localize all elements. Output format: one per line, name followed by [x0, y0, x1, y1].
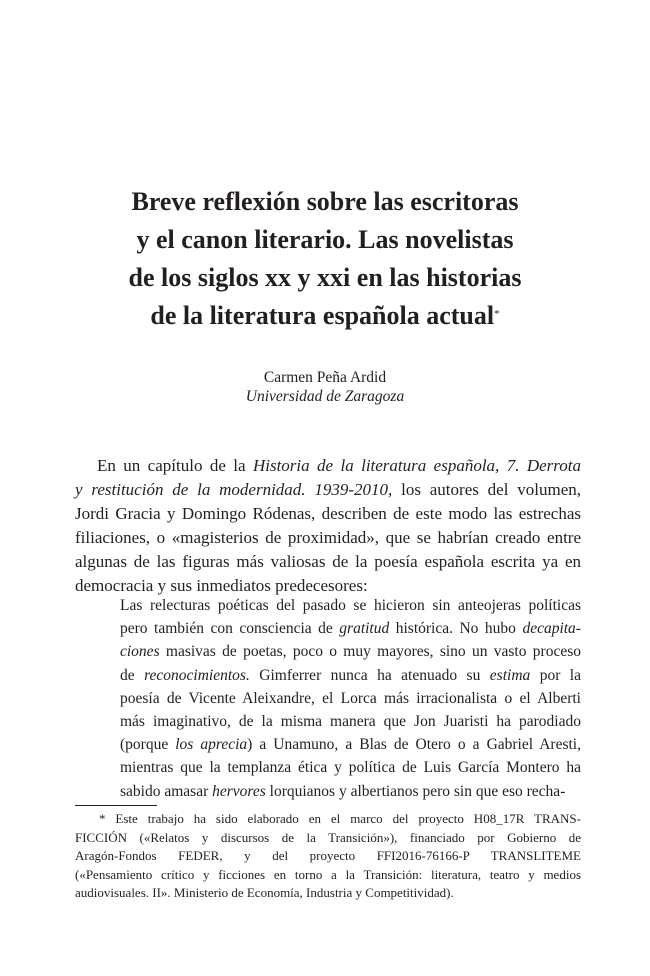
text-segment: más imaginativo, de la misma manera que Jon Juaristi ha parodiado — [120, 713, 581, 731]
title-line: Breve reflexión sobre las escritoras — [131, 187, 519, 216]
italic-text: los aprecia — [175, 736, 248, 754]
text-line — [120, 617, 581, 640]
block-quote — [120, 594, 581, 803]
footnote-divider — [75, 805, 157, 806]
text-segment: de — [120, 666, 145, 684]
article-title — [60, 183, 590, 335]
text-segment: mientras que la templanza ética y política de Luis García Montero ha — [120, 759, 581, 777]
author-name: Carmen Peña Ardid — [263, 369, 387, 386]
text-line — [75, 454, 581, 478]
text-line — [120, 687, 581, 710]
text-line — [120, 756, 581, 779]
text-segment: (porque — [120, 736, 176, 754]
text-line — [75, 502, 581, 526]
title-line: de los siglos xx y xxi en las historias — [128, 263, 522, 292]
text-line — [120, 710, 581, 733]
title-line — [60, 297, 590, 335]
text-segment: democracia y sus inmediatos predecesores: — [75, 576, 368, 595]
title-line-text: de la literatura española actual — [150, 301, 495, 330]
text-segment: lorquianos y albertianos pero sin que eso recha- — [265, 782, 566, 800]
footnote-line: Aragón-Fondos FEDER, y del proyecto FFI2016-76166-P TRANSLITEME — [75, 848, 581, 864]
text-line — [120, 780, 581, 803]
text-segment: pero también con consciencia de — [120, 620, 340, 638]
text-segment: por la — [530, 666, 581, 684]
italic-text: gratitud — [339, 620, 390, 638]
text-line — [120, 733, 581, 756]
text-segment: algunas de las figuras más valiosas de la poesía española escrita ya en — [75, 552, 581, 571]
text-segment: masivas de poetas, poco o muy mayores, sino un vasto proceso — [159, 643, 581, 661]
text-line — [120, 640, 581, 663]
footnote-line: audiovisuales. II». Ministerio de Economía, Industria y Competitividad). — [75, 885, 454, 901]
italic-text: reconocimientos. — [144, 666, 250, 684]
italic-text: decapita- — [522, 620, 581, 638]
text-line — [120, 664, 581, 687]
title-footnote-mark[interactable]: * — [494, 308, 500, 320]
italic-text: hervores — [212, 782, 266, 800]
title-line: y el canon literario. Las novelistas — [136, 225, 514, 254]
text-segment: En un capítulo de la — [97, 456, 253, 475]
footnote-line: FICCIÓN («Relatos y discursos de la Transición»), financiado por Gobierno de — [75, 829, 581, 845]
author-affiliation: Universidad de Zaragoza — [245, 388, 405, 405]
text-segment: poesía de Vicente Aleixandre, el Lorca más irracionalista o el Alberti — [120, 689, 581, 707]
text-segment: sabido amasar — [120, 782, 213, 800]
text-segment: ) a Unamuno, a Blas de Otero o a Gabriel Aresti, — [247, 736, 581, 754]
text-line — [75, 550, 581, 574]
text-segment: histórica. No hubo — [389, 620, 523, 638]
italic-text: estima — [489, 666, 531, 684]
text-segment: los autores del volumen, — [392, 480, 581, 499]
text-segment: filiaciones, o «magisterios de proximidad», que se habrían creado entre — [75, 528, 581, 547]
italic-text: Historia de la literatura española, 7. Derrota — [252, 456, 581, 475]
text-line — [120, 594, 581, 617]
text-segment: Las relecturas poéticas del pasado se hicieron sin anteojeras políticas — [120, 597, 581, 614]
footnote-line: * Este trabajo ha sido elaborado en el marco del proyecto H08_17R TRANS- — [99, 811, 581, 826]
footnote-line: («Pensamiento crítico y ficciones en torno a la Transición: literatura, teatro y medios — [75, 866, 581, 882]
italic-text: y restitución de la modernidad. 1939-2010, — [75, 480, 393, 499]
text-segment: Gimferrer nunca ha atenuado su — [249, 666, 490, 684]
text-segment: Jordi Gracia y Domingo Ródenas, describen de este modo las estrechas — [75, 504, 581, 523]
footnote — [75, 810, 581, 903]
text-line — [75, 526, 581, 550]
body-paragraph — [75, 454, 581, 598]
text-line — [75, 478, 581, 502]
italic-text: ciones — [120, 643, 160, 661]
